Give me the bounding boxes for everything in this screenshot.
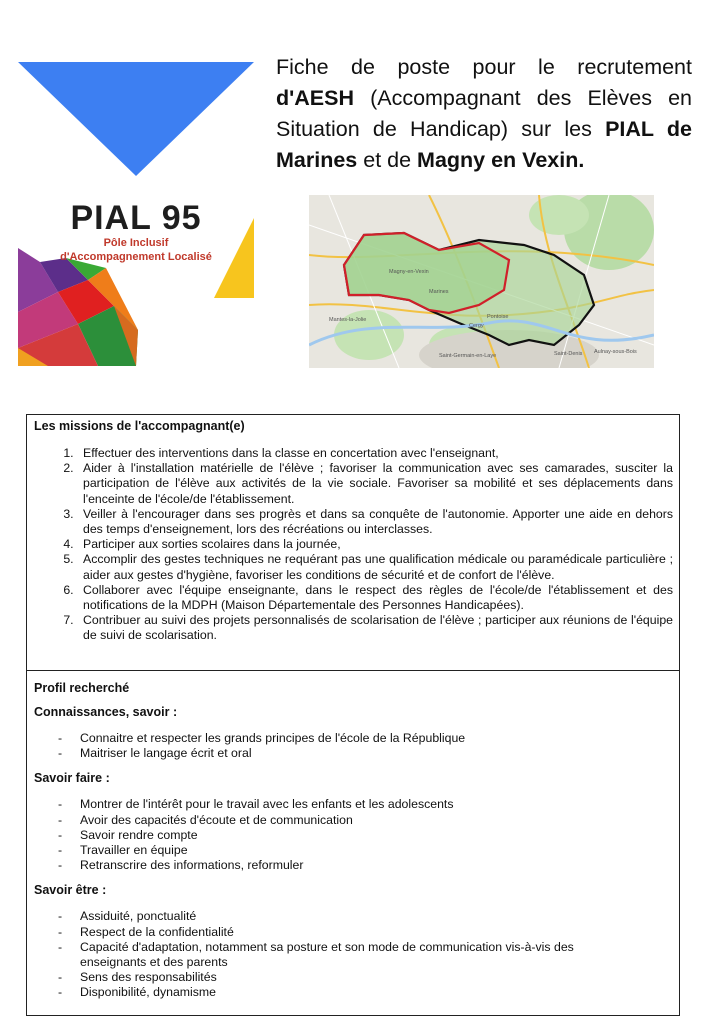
list-item: - Disponibilité, dynamisme — [58, 985, 679, 1000]
mission-item: 3. Veiller à l'encourager dans ses progrès et dans sa conquête de l'autonomie. Apporter une aide en dehors des temps d'enseignement, lors des récréations ou interclasses. — [77, 507, 673, 537]
area-map — [309, 195, 654, 368]
map-label-aulnay: Aulnay-sous-Bois — [594, 349, 637, 355]
map-label-magny: Magny-en-Vexin — [389, 269, 429, 275]
title-bold-aesh: d'AESH — [276, 86, 354, 110]
map-label-cergy: Cergy — [469, 323, 484, 329]
savoir-faire-list — [27, 797, 679, 873]
map-label-saint-germain: Saint-Germain-en-Laye — [439, 353, 497, 359]
title-part3: et de — [357, 148, 418, 172]
map-graphic — [309, 195, 654, 368]
logo-subtitle-line1: Pôle Inclusif — [103, 237, 169, 249]
title-part1: Fiche de poste pour le recrutement — [276, 55, 692, 79]
list-item: - Respect de la confidentialité — [58, 925, 679, 940]
profil-section — [26, 671, 680, 1016]
list-item: - Capacité d'adaptation, notamment sa posture et son mode de communication vis-à-vis des enseignants et des parents — [58, 940, 679, 970]
map-label-pontoise: Pontoise — [487, 314, 509, 320]
list-item: - Montrer de l'intérêt pour le travail avec les enfants et les adolescents — [58, 797, 679, 812]
pial95-logo — [18, 62, 254, 366]
mission-item: 6. Collaborer avec l'équipe enseignante, dans le respect des règles de l'école/de l'établissement et des notifications de la MDPH (Maison Départementale des Personnes Handicapées). — [77, 583, 673, 613]
map-label-marines: Marines — [429, 289, 449, 295]
mission-item: 4. Participer aux sorties scolaires dans la journée, — [77, 537, 673, 552]
mission-item: 5. Accomplir des gestes techniques ne requérant pas une qualification médicale ou paramédicale particulière ; aider aux gestes d'hygiène, favoriser les conditions de sécurité et de confort de l'élève. — [77, 552, 673, 582]
logo-subtitle-line2: d'Accompagnement Localisé — [60, 251, 212, 263]
mission-item: 7. Contribuer au suivi des projets personnalisés de scolarisation de l'élève ; participer aux réunions de l'équipe de suivi de scolarisation. — [77, 613, 673, 643]
mission-item: 2. Aider à l'installation matérielle de l'élève ; favoriser la communication avec ses camarades, susciter la participation de l'élève aux activités de la vie sociale. Favoriser sa mobilité et ses déplacements dans l'enceinte de l'école/de l'établissement. — [77, 461, 673, 507]
title-bold-magny: Magny en Vexin. — [417, 148, 585, 172]
list-item: - Connaitre et respecter les grands principes de l'école de la République — [58, 731, 679, 746]
list-item: - Travailler en équipe — [58, 843, 679, 858]
list-item: - Assiduité, ponctualité — [58, 909, 679, 924]
logo-blue-triangle — [18, 62, 254, 176]
savoir-faire-title: Savoir faire : — [34, 771, 110, 786]
logo-mosaic — [18, 248, 138, 366]
page-title — [276, 52, 692, 176]
title-bold-pial-marines: PIAL de Marines — [276, 117, 692, 172]
savoir-etre-list — [27, 909, 679, 1000]
map-label-saint-denis: Saint-Denis — [554, 351, 583, 357]
missions-section — [26, 414, 680, 671]
list-item: - Savoir rendre compte — [58, 828, 679, 843]
title-part2: (Accompagnant des Elèves en Situation de Handicap) sur les — [276, 86, 692, 141]
map-label-mantes: Mantes-la-Jolie — [329, 317, 367, 323]
list-item: - Avoir des capacités d'écoute et de communication — [58, 813, 679, 828]
list-item: - Retranscrire des informations, reformuler — [58, 858, 679, 873]
connaissances-title: Connaissances, savoir : — [34, 705, 178, 719]
logo-title: PIAL 95 — [70, 199, 202, 237]
connaissances-list — [27, 731, 679, 761]
list-item: - Maitriser le langage écrit et oral — [58, 746, 679, 761]
list-item: - Sens des responsabilités — [58, 970, 679, 985]
missions-list — [27, 446, 673, 644]
profil-title: Profil recherché — [34, 681, 130, 695]
savoir-etre-title: Savoir être : — [34, 883, 107, 898]
mission-item: 1. Effectuer des interventions dans la classe en concertation avec l'enseignant, — [77, 446, 673, 461]
missions-title: Les missions de l'accompagnant(e) — [34, 419, 245, 433]
